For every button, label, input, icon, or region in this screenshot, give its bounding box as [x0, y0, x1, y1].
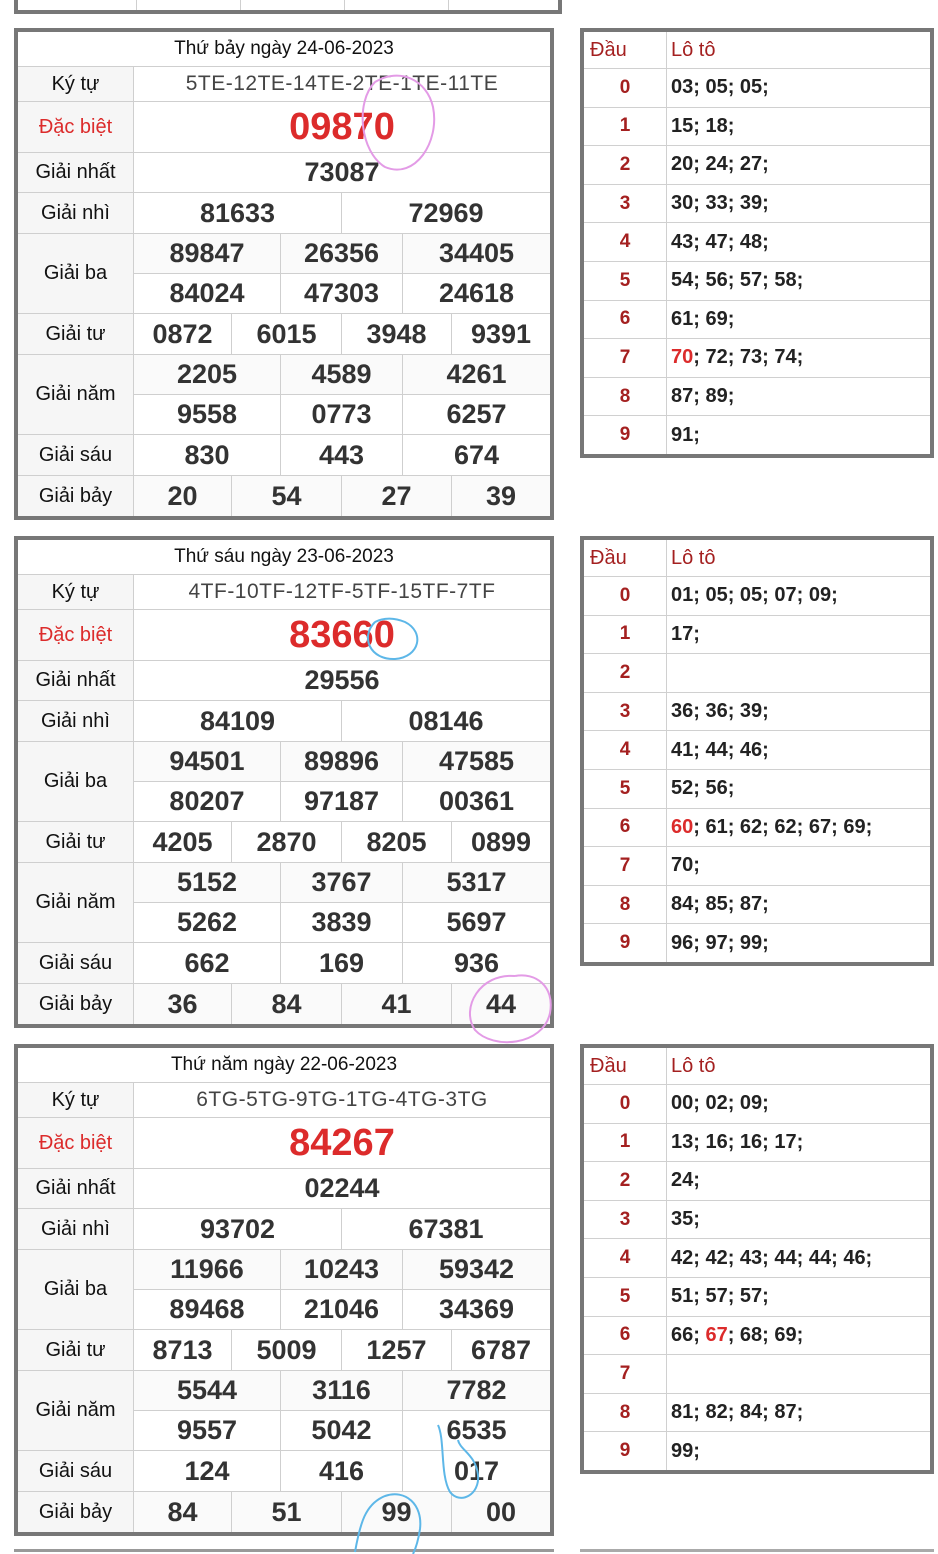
- loto-values: [667, 924, 933, 964]
- loto-row: [582, 1393, 932, 1432]
- loto-text: 96; 97; 99;: [671, 931, 769, 954]
- fifth-prize: 5152: [134, 863, 281, 903]
- fifth-prize: 6535: [402, 1411, 552, 1451]
- loto-dau: 6: [582, 808, 667, 847]
- loto-text: 17;: [671, 622, 700, 645]
- loto-row: [582, 885, 932, 924]
- loto-head-dau: Đầu: [582, 538, 667, 577]
- special-prize: 83660: [134, 610, 553, 661]
- loto-text: 91;: [671, 423, 700, 446]
- label-giai-ba: Giải ba: [16, 234, 134, 314]
- loto-text: ; 61; 62; 62; 67; 69;: [693, 815, 873, 838]
- fourth-prize: 5009: [231, 1330, 341, 1371]
- loto-dau: 7: [582, 339, 667, 378]
- results-table: [14, 1044, 554, 1536]
- next-table-fragment: [14, 1549, 554, 1552]
- loto-values: [667, 339, 933, 378]
- label-dac-biet: Đặc biệt: [16, 1118, 134, 1169]
- loto-values: [667, 1316, 933, 1355]
- seventh-prize: 54: [231, 476, 341, 519]
- label-giai-nhi: Giải nhì: [16, 1209, 134, 1250]
- loto-text: 00; 02; 09;: [671, 1092, 769, 1115]
- label-kytu: Ký tự: [16, 575, 134, 610]
- ky-tu-codes: 6TG-5TG-9TG-1TG-4TG-3TG: [134, 1083, 553, 1118]
- loto-row: [582, 577, 932, 616]
- loto-head-loto: Lô tô: [667, 1046, 933, 1085]
- loto-row: [582, 1123, 932, 1162]
- second-prize: 67381: [341, 1209, 552, 1250]
- loto-text: 01; 05; 05; 07; 09;: [671, 584, 838, 607]
- loto-head-dau: Đầu: [582, 30, 667, 69]
- loto-row: [582, 339, 932, 378]
- loto-values: [667, 1085, 933, 1124]
- fourth-prize: 9391: [452, 314, 552, 355]
- third-prize: 89468: [134, 1290, 281, 1330]
- seventh-prize: 44: [452, 984, 553, 1027]
- loto-special-highlight: 70: [671, 346, 694, 369]
- fifth-prize: 5544: [134, 1371, 281, 1411]
- fourth-prize: 8713: [134, 1330, 232, 1371]
- label-kytu: Ký tự: [16, 1083, 134, 1118]
- label-giai-sau: Giải sáu: [16, 435, 134, 476]
- third-prize: 34405: [403, 234, 552, 274]
- loto-text: 42; 42; 43; 44; 44; 46;: [671, 1246, 873, 1269]
- fourth-prize: 2870: [231, 822, 341, 863]
- loto-row: [582, 1277, 932, 1316]
- loto-values: [667, 769, 933, 808]
- fifth-prize: 0773: [280, 395, 402, 435]
- seventh-prize: 20: [134, 476, 232, 519]
- ky-tu-codes: 5TE-12TE-14TE-2TE-1TE-11TE: [134, 67, 553, 102]
- label-giai-ba: Giải ba: [16, 742, 134, 822]
- seventh-prize: 51: [231, 1492, 341, 1535]
- next-loto-fragment: [580, 1549, 934, 1552]
- loto-text: 36; 36; 39;: [671, 700, 769, 723]
- label-giai-nhat: Giải nhất: [16, 1169, 134, 1209]
- draw-date-title: Thứ sáu ngày 23-06-2023: [16, 538, 552, 575]
- loto-dau: 1: [582, 107, 667, 146]
- label-giai-nhat: Giải nhất: [16, 153, 134, 193]
- loto-dau: 8: [582, 885, 667, 924]
- loto-row: [582, 769, 932, 808]
- loto-values: [667, 1355, 933, 1394]
- label-giai-nhi: Giải nhì: [16, 701, 134, 742]
- fifth-prize: 5317: [403, 863, 552, 903]
- loto-values: [667, 731, 933, 770]
- loto-values: [667, 808, 933, 847]
- third-prize: 80207: [134, 782, 281, 822]
- label-giai-bay: Giải bảy: [16, 984, 134, 1027]
- loto-row: [582, 654, 932, 693]
- loto-row: [582, 107, 932, 146]
- fourth-prize: 4205: [134, 822, 232, 863]
- loto-values: [667, 692, 933, 731]
- loto-dau: 3: [582, 1200, 667, 1239]
- seventh-prize: 84: [134, 1492, 232, 1535]
- loto-dau: 2: [582, 1162, 667, 1201]
- third-prize: 24618: [403, 274, 552, 314]
- loto-row: [582, 847, 932, 886]
- label-giai-nhat: Giải nhất: [16, 661, 134, 701]
- loto-values: [667, 416, 933, 456]
- loto-dau: 5: [582, 1277, 667, 1316]
- loto-table: [580, 1044, 934, 1474]
- third-prize: 10243: [280, 1250, 402, 1290]
- fifth-prize: 5262: [134, 903, 281, 943]
- loto-dau: 3: [582, 692, 667, 731]
- loto-values: [667, 146, 933, 185]
- label-giai-sau: Giải sáu: [16, 943, 134, 984]
- third-prize: 89896: [280, 742, 402, 782]
- loto-values: [667, 1432, 933, 1472]
- second-prize: 84109: [134, 701, 342, 742]
- fifth-prize: 7782: [402, 1371, 552, 1411]
- loto-dau: 6: [582, 300, 667, 339]
- loto-row: [582, 69, 932, 108]
- loto-dau: 2: [582, 654, 667, 693]
- loto-dau: 6: [582, 1316, 667, 1355]
- loto-text: 20; 24; 27;: [671, 153, 769, 176]
- loto-head-dau: Đầu: [582, 1046, 667, 1085]
- loto-dau: 4: [582, 1239, 667, 1278]
- fourth-prize: 0899: [452, 822, 553, 863]
- day-block-2: [0, 536, 938, 1036]
- seventh-prize: 39: [452, 476, 552, 519]
- third-prize: 47303: [280, 274, 402, 314]
- loto-values: [667, 184, 933, 223]
- label-giai-bay: Giải bảy: [16, 476, 134, 519]
- first-prize: 73087: [134, 153, 553, 193]
- fifth-prize: 4261: [403, 355, 552, 395]
- loto-text: 70;: [671, 854, 700, 877]
- loto-dau: 8: [582, 377, 667, 416]
- loto-table: [580, 536, 934, 966]
- loto-row: [582, 223, 932, 262]
- sixth-prize: 443: [280, 435, 402, 476]
- fifth-prize: 6257: [403, 395, 552, 435]
- fourth-prize: 6787: [451, 1330, 552, 1371]
- loto-dau: 7: [582, 1355, 667, 1394]
- loto-values: [667, 223, 933, 262]
- loto-text: 30; 33; 39;: [671, 192, 769, 215]
- loto-text: 54; 56; 57; 58;: [671, 269, 804, 292]
- loto-dau: 9: [582, 924, 667, 964]
- loto-values: [667, 300, 933, 339]
- loto-text: 84; 85; 87;: [671, 893, 769, 916]
- day-block-3: [0, 1044, 938, 1544]
- loto-dau: 1: [582, 615, 667, 654]
- loto-text: 81; 82; 84; 87;: [671, 1401, 804, 1424]
- loto-row: [582, 1355, 932, 1394]
- loto-values: [667, 847, 933, 886]
- loto-row: [582, 261, 932, 300]
- fifth-prize: 5042: [280, 1411, 402, 1451]
- loto-text: ; 68; 69;: [727, 1323, 804, 1346]
- fifth-prize: 3839: [280, 903, 402, 943]
- loto-row: [582, 1085, 932, 1124]
- results-table: [14, 536, 554, 1028]
- loto-dau: 0: [582, 577, 667, 616]
- loto-text: 15; 18;: [671, 114, 735, 137]
- loto-dau: 5: [582, 261, 667, 300]
- loto-dau: 0: [582, 69, 667, 108]
- previous-table-fragment: [14, 0, 562, 14]
- loto-text: 13; 16; 16; 17;: [671, 1130, 804, 1153]
- sixth-prize: 124: [134, 1451, 281, 1492]
- loto-text: 99;: [671, 1439, 700, 1462]
- loto-values: [667, 377, 933, 416]
- fifth-prize: 3116: [280, 1371, 402, 1411]
- third-prize: 89847: [134, 234, 281, 274]
- loto-dau: 3: [582, 184, 667, 223]
- label-giai-nam: Giải năm: [16, 1371, 134, 1451]
- fifth-prize: 9557: [134, 1411, 281, 1451]
- loto-row: [582, 692, 932, 731]
- fifth-prize: 9558: [134, 395, 281, 435]
- sixth-prize: 169: [280, 943, 402, 984]
- loto-values: [667, 1123, 933, 1162]
- label-giai-tu: Giải tư: [16, 822, 134, 863]
- loto-row: [582, 146, 932, 185]
- loto-text: 61; 69;: [671, 307, 735, 330]
- loto-row: [582, 1239, 932, 1278]
- ky-tu-codes: 4TF-10TF-12TF-5TF-15TF-7TF: [134, 575, 553, 610]
- loto-values: [667, 1200, 933, 1239]
- special-prize: 09870: [134, 102, 553, 153]
- loto-row: [582, 1316, 932, 1355]
- sixth-prize: 416: [280, 1451, 402, 1492]
- loto-values: [667, 1239, 933, 1278]
- label-giai-nam: Giải năm: [16, 863, 134, 943]
- fourth-prize: 0872: [134, 314, 232, 355]
- third-prize: 34369: [402, 1290, 552, 1330]
- loto-row: [582, 615, 932, 654]
- second-prize: 81633: [134, 193, 342, 234]
- loto-special-highlight: 67: [705, 1323, 728, 1346]
- seventh-prize: 99: [341, 1492, 451, 1535]
- label-giai-nam: Giải năm: [16, 355, 134, 435]
- seventh-prize: 36: [134, 984, 232, 1027]
- first-prize: 29556: [134, 661, 553, 701]
- loto-row: [582, 300, 932, 339]
- third-prize: 21046: [280, 1290, 402, 1330]
- label-giai-ba: Giải ba: [16, 1250, 134, 1330]
- third-prize: 11966: [134, 1250, 281, 1290]
- loto-text: 66;: [671, 1323, 706, 1346]
- loto-text: 87; 89;: [671, 385, 735, 408]
- loto-dau: 8: [582, 1393, 667, 1432]
- loto-dau: 7: [582, 847, 667, 886]
- third-prize: 59342: [402, 1250, 552, 1290]
- loto-values: [667, 261, 933, 300]
- seventh-prize: 41: [341, 984, 451, 1027]
- loto-row: [582, 1200, 932, 1239]
- second-prize: 08146: [341, 701, 552, 742]
- loto-dau: 9: [582, 416, 667, 456]
- loto-values: [667, 107, 933, 146]
- third-prize: 94501: [134, 742, 281, 782]
- label-giai-bay: Giải bảy: [16, 1492, 134, 1535]
- loto-row: [582, 377, 932, 416]
- loto-values: [667, 69, 933, 108]
- third-prize: 26356: [280, 234, 402, 274]
- loto-values: [667, 885, 933, 924]
- label-dac-biet: Đặc biệt: [16, 610, 134, 661]
- third-prize: 84024: [134, 274, 281, 314]
- loto-row: [582, 1432, 932, 1472]
- loto-text: 41; 44; 46;: [671, 738, 769, 761]
- third-prize: 47585: [403, 742, 552, 782]
- loto-dau: 9: [582, 1432, 667, 1472]
- label-kytu: Ký tự: [16, 67, 134, 102]
- fifth-prize: 2205: [134, 355, 281, 395]
- sixth-prize: 017: [402, 1451, 552, 1492]
- loto-dau: 0: [582, 1085, 667, 1124]
- label-giai-tu: Giải tư: [16, 314, 134, 355]
- loto-text: 51; 57; 57;: [671, 1285, 769, 1308]
- loto-row: [582, 1162, 932, 1201]
- seventh-prize: 84: [231, 984, 341, 1027]
- loto-text: 52; 56;: [671, 777, 735, 800]
- sixth-prize: 936: [403, 943, 552, 984]
- fourth-prize: 6015: [231, 314, 341, 355]
- fifth-prize: 3767: [280, 863, 402, 903]
- fourth-prize: 8205: [341, 822, 451, 863]
- loto-row: [582, 731, 932, 770]
- loto-values: [667, 1393, 933, 1432]
- sixth-prize: 674: [403, 435, 552, 476]
- loto-values: [667, 577, 933, 616]
- first-prize: 02244: [134, 1169, 553, 1209]
- third-prize: 97187: [280, 782, 402, 822]
- loto-row: [582, 184, 932, 223]
- loto-special-highlight: 60: [671, 815, 694, 838]
- special-prize: 84267: [134, 1118, 553, 1169]
- loto-values: [667, 1277, 933, 1316]
- loto-text: 03; 05; 05;: [671, 76, 769, 99]
- loto-values: [667, 1162, 933, 1201]
- label-giai-nhi: Giải nhì: [16, 193, 134, 234]
- fourth-prize: 3948: [342, 314, 452, 355]
- draw-date-title: Thứ bảy ngày 24-06-2023: [16, 30, 552, 67]
- loto-values: [667, 654, 933, 693]
- second-prize: 93702: [134, 1209, 342, 1250]
- day-block-1: [0, 28, 938, 528]
- fifth-prize: 5697: [403, 903, 552, 943]
- seventh-prize: 27: [342, 476, 452, 519]
- loto-dau: 5: [582, 769, 667, 808]
- loto-dau: 4: [582, 731, 667, 770]
- loto-row: [582, 808, 932, 847]
- sixth-prize: 830: [134, 435, 281, 476]
- loto-text: ; 72; 73; 74;: [693, 346, 804, 369]
- label-giai-tu: Giải tư: [16, 1330, 134, 1371]
- second-prize: 72969: [342, 193, 553, 234]
- fourth-prize: 1257: [341, 1330, 451, 1371]
- loto-head-loto: Lô tô: [667, 30, 933, 69]
- fifth-prize: 4589: [280, 355, 402, 395]
- label-dac-biet: Đặc biệt: [16, 102, 134, 153]
- draw-date-title: Thứ năm ngày 22-06-2023: [16, 1046, 552, 1083]
- loto-row: [582, 924, 932, 964]
- loto-head-loto: Lô tô: [667, 538, 933, 577]
- loto-dau: 1: [582, 1123, 667, 1162]
- loto-text: 43; 47; 48;: [671, 230, 769, 253]
- loto-row: [582, 416, 932, 456]
- label-giai-sau: Giải sáu: [16, 1451, 134, 1492]
- loto-dau: 4: [582, 223, 667, 262]
- loto-values: [667, 615, 933, 654]
- results-table: [14, 28, 554, 520]
- third-prize: 00361: [403, 782, 552, 822]
- loto-dau: 2: [582, 146, 667, 185]
- loto-table: [580, 28, 934, 458]
- sixth-prize: 662: [134, 943, 281, 984]
- loto-text: 35;: [671, 1208, 700, 1231]
- seventh-prize: 00: [451, 1492, 552, 1535]
- loto-text: 24;: [671, 1169, 700, 1192]
